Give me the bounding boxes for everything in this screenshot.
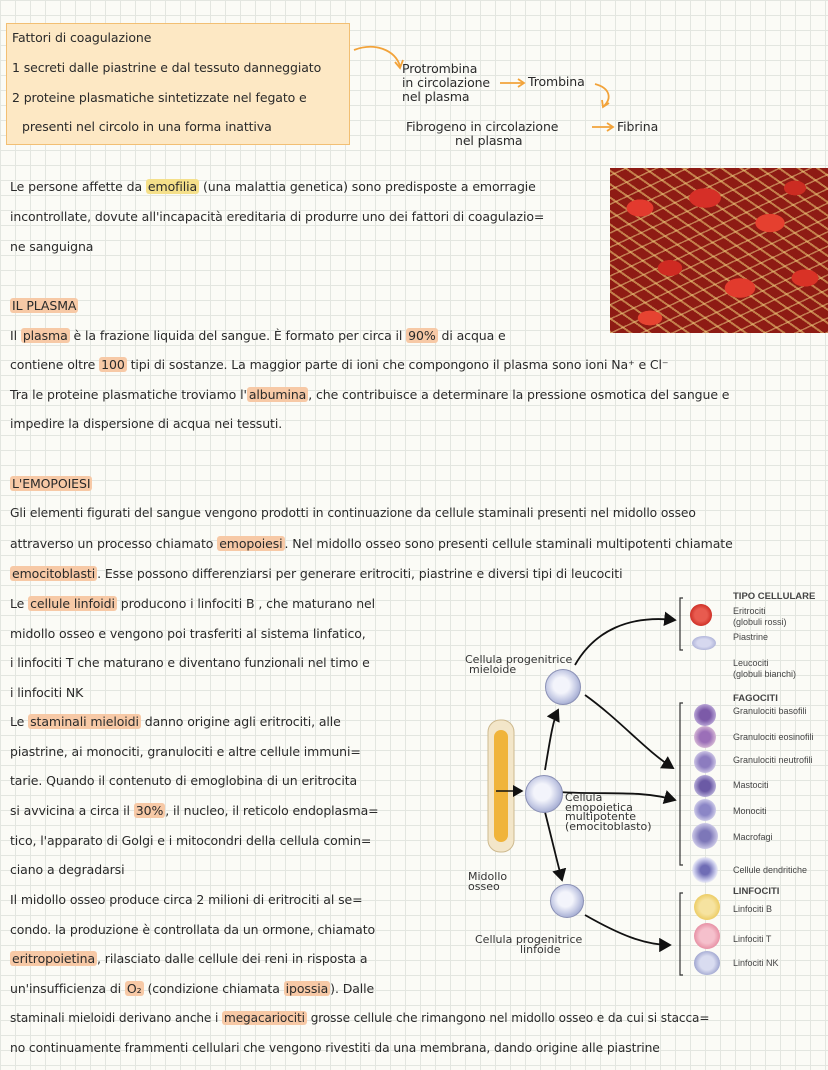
legend-macrofagi: Macrofagi	[733, 832, 773, 842]
text: , che contribuisce a determinare la pressione osmotica del sangue e	[308, 387, 730, 402]
emopoiesi-line-17	[10, 981, 374, 996]
emopoiesi-line-2	[10, 536, 733, 551]
emopoiesi-line-8	[10, 714, 341, 729]
multipotent-stem-cell	[525, 775, 563, 813]
highlight-emocitoblasti: emocitoblasti	[12, 566, 96, 581]
text: tipi di sostanze. La maggior parte di ioni che compongono il plasma sono ioni Na⁺ e Cl⁻	[126, 357, 669, 372]
text: linfoide	[520, 943, 561, 956]
emopoiesi-line-19: no continuamente frammenti cellulari che vengono rivestiti da una membrana, dando origine alle piastrine	[10, 1041, 660, 1055]
neutrophil-icon	[694, 751, 716, 773]
legend-neutrofili: Granulociti neutrofili	[733, 755, 813, 765]
text: ). Dalle	[330, 981, 375, 996]
emopoiesi-line-7: i linfociti NK	[10, 685, 84, 700]
dendritic-cell-icon	[692, 857, 718, 883]
text: danno origine agli eritrociti, alle	[140, 714, 341, 729]
legend-linfociti-t: Linfociti T	[733, 934, 772, 944]
text: mieloide	[469, 663, 517, 676]
text: un'insufficienza di	[10, 981, 125, 996]
text: Le	[10, 714, 29, 729]
text: Le	[10, 596, 29, 611]
legend-basofili: Granulociti basofili	[733, 706, 807, 716]
legend-eritrociti-2: (globuli rossi)	[733, 617, 787, 627]
heading-text: IL PLASMA	[12, 298, 77, 313]
legend-linfociti: LINFOCITI	[733, 886, 780, 897]
prothrombin-line-3: nel plasma	[402, 89, 470, 104]
plasma-line-3	[10, 387, 729, 402]
highlight-eritropoietina: eritropoietina	[12, 951, 96, 966]
highlight-o2: O₂	[126, 981, 142, 996]
legend-mastociti: Mastociti	[733, 780, 769, 790]
text: . Nel midollo osseo sono presenti cellule staminali multipotenti chiamate	[284, 536, 733, 551]
text: , rilasciato dalle cellule dei reni in risposta a	[97, 951, 368, 966]
text: (condizione chiamata	[143, 981, 284, 996]
coag-line-3: presenti nel circolo in una forma inattiva	[22, 119, 272, 134]
legend-monociti: Monociti	[733, 806, 767, 816]
stem-cell-label	[565, 793, 652, 831]
highlight-90: 90%	[408, 328, 436, 343]
nk-lymphocyte-icon	[694, 951, 720, 975]
highlight-mieloidi: staminali mieloidi	[30, 714, 139, 729]
highlight-ipossia: ipossia	[285, 981, 329, 996]
emopoiesi-line-5: midollo osseo e vengono poi trasferiti al sistema linfatico,	[10, 626, 366, 641]
emopoiesi-line-1: Gli elementi figurati del sangue vengono prodotti in continuazione da cellule staminali presenti nel midollo osseo	[10, 506, 696, 520]
legend-eritrociti: Eritrociti	[733, 606, 766, 616]
plasma-line-2	[10, 357, 668, 372]
plasma-line-1	[10, 328, 506, 343]
b-lymphocyte-icon	[694, 894, 720, 920]
legend-leucociti-2: (globuli bianchi)	[733, 669, 797, 679]
highlight-30: 30%	[135, 803, 164, 818]
coag-line-2: 2 proteine plasmatiche sintetizzate nel fegato e	[12, 90, 307, 105]
text: è la frazione liquida del sangue. È formato per circa il	[69, 328, 407, 343]
emopoiesi-line-4	[10, 596, 375, 611]
marrow-label	[468, 872, 507, 892]
plasma-line-4: impedire la dispersione di acqua nei tessuti.	[10, 416, 283, 431]
hemophilia-line-2: incontrollate, dovute all'incapacità ereditaria di produrre uno dei fattori di coagulazio=	[10, 209, 545, 224]
legend-piastrine: Piastrine	[733, 632, 769, 642]
text: staminali mieloidi derivano anche i	[10, 1011, 223, 1025]
highlight-megacariociti: megacariociti	[224, 1011, 305, 1025]
text: Midollo	[468, 870, 508, 883]
legend-dendritiche: Cellule dendritiche	[733, 865, 808, 875]
text: di acqua e	[437, 328, 506, 343]
text: Cellula progenitrice	[475, 933, 583, 946]
macrophage-icon	[692, 823, 718, 849]
text: contiene oltre	[10, 357, 100, 372]
legend-fagociti: FAGOCITI	[733, 693, 778, 704]
text: attraverso un processo chiamato	[10, 536, 218, 551]
text: . Esse possono differenziarsi per generare eritrociti, piastrine e diversi tipi di leucociti	[97, 566, 623, 581]
fibrin-label: Fibrina	[617, 119, 659, 134]
emopoiesi-line-18	[10, 1011, 709, 1025]
highlight-emofilia: emofilia	[147, 179, 198, 194]
heading-text: L'EMOPOIESI	[12, 476, 91, 491]
emopoiesi-line-12: tico, l'apparato di Golgi e i mitocondri della cellula comin=	[10, 833, 372, 848]
prothrombin-line-1: Protrombina	[402, 61, 478, 76]
fibrinogen-label: Fibrogeno in circolazione	[406, 119, 559, 134]
eosinophil-icon	[694, 726, 716, 748]
legend-linfociti-b: Linfociti B	[733, 904, 773, 914]
fibrinogen-label-2: nel plasma	[455, 133, 523, 148]
text: producono i linfociti B , che maturano nel	[116, 596, 376, 611]
text: Cellula	[565, 791, 603, 804]
prothrombin-line-2: in circolazione	[402, 75, 491, 90]
legend-linfociti-nk: Linfociti NK	[733, 958, 779, 968]
coag-line-1: 1 secreti dalle piastrine e dal tessuto danneggiato	[12, 60, 322, 75]
hemophilia-line-3: ne sanguigna	[10, 239, 94, 254]
text: Cellula progenitrice	[465, 653, 573, 666]
legend-title: TIPO CELLULARE	[733, 591, 816, 602]
emopoiesi-line-10: tarie. Quando il contenuto di emoglobina di un eritrocita	[10, 773, 358, 788]
monocyte-icon	[694, 799, 716, 821]
mast-cell-icon	[694, 775, 716, 797]
emopoiesi-line-13: ciano a degradarsi	[10, 862, 125, 877]
highlight-plasma: plasma	[22, 328, 68, 343]
lymphoid-label	[475, 935, 582, 955]
erythrocyte-icon	[690, 604, 712, 626]
blood-clot-image	[610, 168, 828, 333]
emopoiesi-line-6: i linfociti T che maturano e diventano funzionali nel timo e	[10, 655, 370, 670]
legend-eosinofili: Granulociti eosinofili	[733, 732, 814, 742]
text: Le persone affette da	[10, 179, 146, 194]
basophil-icon	[694, 704, 716, 726]
text: , il nucleo, il reticolo endoplasma=	[165, 803, 379, 818]
text: emopoietica	[565, 800, 633, 814]
text: Tra le proteine plasmatiche troviamo l'	[10, 387, 247, 402]
emopoiesi-line-15: condo. la produzione è controllata da un ormone, chiamato	[10, 922, 376, 937]
text: osseo	[468, 880, 500, 893]
text: grosse cellule che rimangono nel midollo osseo e da cui si stacca=	[306, 1011, 710, 1025]
highlight-linfoidi: cellule linfoidi	[30, 596, 115, 611]
emopoiesi-heading	[10, 476, 92, 491]
emopoiesi-line-9: piastrine, ai monociti, granulociti e altre cellule immuni=	[10, 744, 361, 759]
coag-title: Fattori di coagulazione	[12, 30, 152, 45]
plasma-heading	[10, 298, 78, 313]
platelet-icon	[692, 636, 716, 650]
text: (una malattia genetica) sono predisposte a emorragie	[199, 179, 536, 194]
hematopoiesis-diagram-arrows	[470, 580, 828, 980]
lymphoid-progenitor-cell	[550, 884, 584, 918]
text: (emocitoblasto)	[565, 819, 652, 833]
t-lymphocyte-icon	[694, 923, 720, 949]
emopoiesi-line-11	[10, 803, 379, 818]
emopoiesi-line-3	[10, 566, 622, 581]
emopoiesi-line-16	[10, 951, 367, 966]
emopoiesi-line-14: Il midollo osseo produce circa 2 milioni di eritrociti al se=	[10, 892, 363, 907]
text: Il	[10, 328, 21, 343]
text: multipotente	[565, 810, 636, 823]
highlight-albumina: albumina	[248, 387, 307, 402]
prothrombin-label	[402, 62, 490, 104]
highlight-100: 100	[101, 357, 125, 372]
myeloid-label	[465, 655, 572, 675]
thrombin-label: Trombina	[528, 74, 585, 89]
text: si avvicina a circa il	[10, 803, 134, 818]
highlight-emopoiesi: emopoiesi	[219, 536, 283, 551]
legend-leucociti: Leucociti	[733, 658, 769, 668]
hemophilia-line-1	[10, 179, 536, 194]
